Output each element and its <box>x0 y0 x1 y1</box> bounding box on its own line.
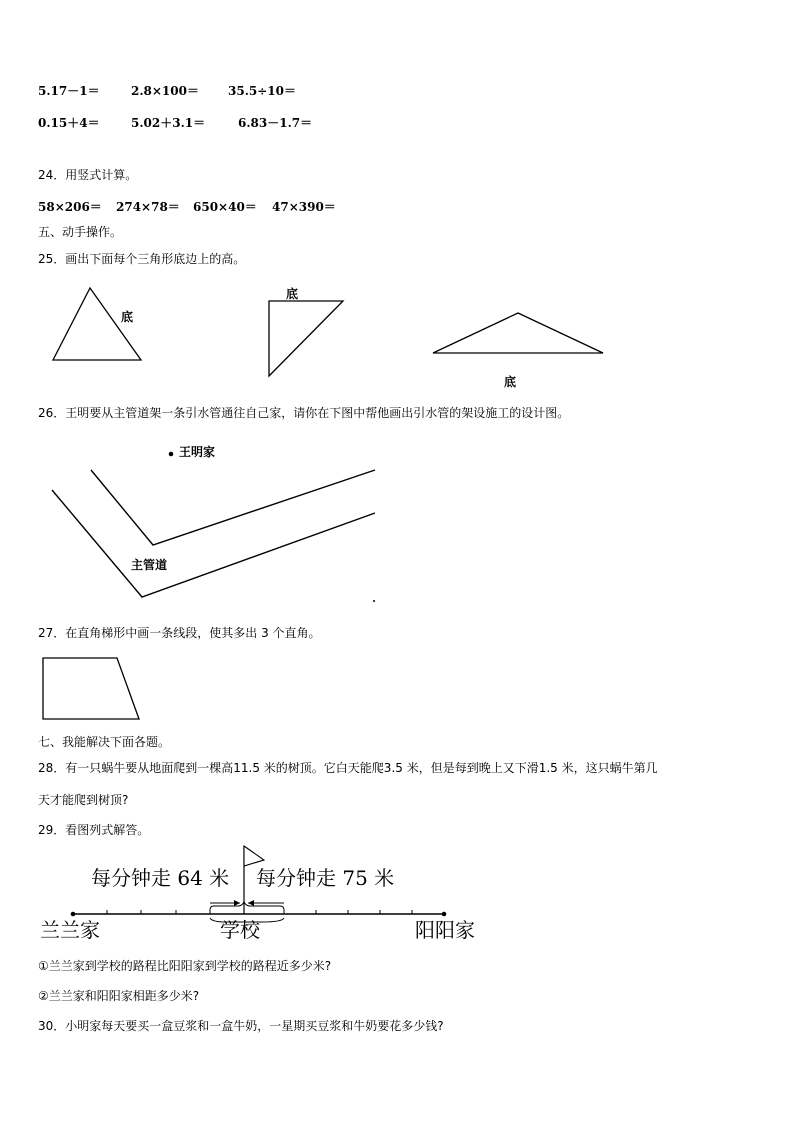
arith-1-2: 2.8×100＝ <box>131 84 199 98</box>
q28-line1: 28．有一只蜗牛要从地面爬到一棵高11.5 米的树顶。它白天能爬3.5 米，但是每到晚上又下滑1.5 米，这只蜗牛第几 <box>38 761 658 775</box>
left-place-label: 兰兰家 <box>40 918 100 942</box>
section-5-heading: 五、动手操作。 <box>38 225 123 239</box>
middle-place-label: 学校 <box>220 918 260 942</box>
pipe-label: 主管道 <box>131 558 168 572</box>
home-label: 王明家 <box>179 445 216 459</box>
q29-title: 29．看图列式解答。 <box>38 823 150 837</box>
q24-item-2: 274×78＝ <box>116 200 180 214</box>
q24-item-4: 47×390＝ <box>272 200 336 214</box>
section-7-heading: 七、我能解决下面各题。 <box>38 735 171 749</box>
flag <box>244 846 264 866</box>
q29-sub2: ②兰兰家和阳阳家相距多少米? <box>38 989 200 1003</box>
q24-item-1: 58×206＝ <box>38 200 102 214</box>
arith-2-3: 6.83－1.7＝ <box>238 116 313 130</box>
q26-title: 26．王明要从主管道架一条引水管通往自己家，请你在下图中帮他画出引水管的架设施工的设计图。 <box>38 406 570 420</box>
triangle-2-base-label: 底 <box>286 287 299 301</box>
arith-1-1: 5.17－1＝ <box>38 84 100 98</box>
arith-2-2: 5.02＋3.1＝ <box>131 116 206 130</box>
q29-sub1: ①兰兰家到学校的路程比阳阳家到学校的路程近多少米? <box>38 959 332 973</box>
q27-title: 27．在直角梯形中画一条线段，使其多出 3 个直角。 <box>38 626 321 640</box>
left-speed-label: 每分钟走 64 米 <box>91 866 230 890</box>
arith-2-1: 0.15＋4＝ <box>38 116 100 130</box>
q28-line2: 天才能爬到树顶? <box>38 793 129 807</box>
q24-title: 24．用竖式计算。 <box>38 168 138 182</box>
arith-1-3: 35.5÷10＝ <box>228 84 296 98</box>
right-speed-label: 每分钟走 75 米 <box>256 866 395 890</box>
right-place-label: 阳阳家 <box>415 918 475 942</box>
triangle-3-base-label: 底 <box>504 375 517 389</box>
q25-title: 25．画出下面每个三角形底边上的高。 <box>38 252 246 266</box>
triangle-1-base-label: 底 <box>121 310 134 324</box>
q30-title: 30．小明家每天要买一盒豆浆和一盒牛奶，一星期买豆浆和牛奶要花多少钱? <box>38 1019 444 1033</box>
q24-item-3: 650×40＝ <box>193 200 257 214</box>
